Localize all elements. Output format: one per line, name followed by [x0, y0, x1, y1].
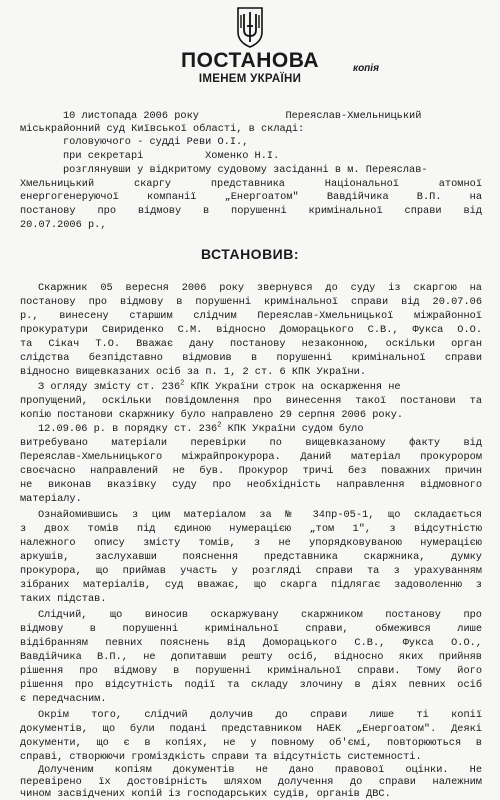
- copy-mark: копія: [353, 63, 379, 74]
- body-line: прокурора, що приймав участь у розгляді справи та з урахуванням: [20, 565, 482, 577]
- body-line: є передчасним.: [20, 693, 107, 705]
- body-line: Вавдійчика В.П., не допитавши решту осіб, відносно яких прийняв: [20, 651, 482, 663]
- body-line: р., винесену старшим слідчим Переяслав-Хмельницької міжрайонної: [20, 310, 482, 322]
- body-line: Скаржник 05 вересня 2006 року звернувся до суду із скаргою на: [38, 282, 482, 294]
- intro-line: головуючого - судді Реви О.І.,: [63, 136, 249, 148]
- body-line: таких підстав.: [20, 593, 107, 605]
- article-superscript: 2: [180, 379, 185, 388]
- body-line: аркушів, заслухавши пояснення представника скаржника, думку: [20, 551, 482, 563]
- body-line: справі, створюючи громіздкість справи та відсутність системності.: [20, 751, 422, 763]
- section-heading: ВСТАНОВИВ:: [200, 246, 300, 262]
- body-line: прокуратури Свириденко С.М. відносно Доморацького С.В., Фукса О.О.: [20, 324, 482, 336]
- trident-emblem-icon: [236, 6, 264, 48]
- body-line: постанову про відмову в порушенні кримінальної справи від 20.07.06: [20, 296, 482, 308]
- body-line: Окрім того, слідчий долучив до справи лише ті копії: [38, 709, 482, 721]
- body-line: матеріалу.: [20, 493, 82, 505]
- body-line: Долученим копіям документів не дано правової оцінки. Не: [38, 764, 482, 776]
- body-line: відібранням певних пояснень від Доморацького С.В., Фукса О.О.,: [20, 637, 482, 649]
- intro-line: енергогенеруючої компанії „Енергоатом" Вавдійчика В.П. на: [20, 191, 482, 203]
- body-line: з двох томів під єдиною нумерацією „том 1", з відсутністю: [20, 523, 482, 535]
- body-line: документів, що були подані представником НАЕК „Енергоатом". Деякі: [20, 723, 482, 735]
- body-line: Переяслав-Хмельницького міжрайпрокурора. Даний матеріал прокурором: [20, 451, 482, 463]
- body-line: та Сікач Т.О. Вважає дану постанову незаконною, оскільки орган: [20, 338, 482, 350]
- body-line: [38, 423, 364, 435]
- body-line: документи, що є в копіях, не у повному об'ємі, повторюються в: [20, 737, 482, 749]
- body-line: витребувано матеріали перевірки по вищевказаному факту від: [20, 437, 482, 449]
- intro-line: розглянувши у відкритому судовому засіданні в м. Переяслав-: [63, 164, 428, 176]
- intro-line: 10 листопада 2006 року Переяслав-Хмельницький: [63, 110, 422, 122]
- body-line: пропущений, оскільки повідомлення про винесення такої постанови та: [20, 395, 482, 407]
- body-line: відносно вищевказаних осіб за п. 1, 2 ст. 6 КПК України.: [20, 366, 367, 378]
- body-line: чином засвідчених копій із господарських судів, органів ДВС.: [20, 788, 391, 800]
- intro-line: постанову про відмову в порушенні кримінальної справи від: [20, 205, 482, 217]
- body-line: слідства безпідставно відмовив в порушенні кримінальної справи: [20, 352, 482, 364]
- body-line: Слідчий, що виносив оскаржувану скаржником постанову про: [38, 609, 482, 621]
- document-subtitle: ІМЕНЕМ УКРАЇНИ: [198, 73, 302, 85]
- intro-line: при секретарі Хоменко Н.І.: [63, 150, 280, 162]
- intro-line: міськрайонний суд Київської області, в складі:: [20, 123, 305, 135]
- document-title: ПОСТАНОВА: [180, 49, 320, 72]
- body-line: Ознайомившись з цим матеріалом за № 34пр-05-1, що складається: [38, 509, 482, 521]
- article-superscript: 2: [217, 421, 222, 430]
- body-line: [38, 381, 401, 393]
- body-line: не виконав вказівку суду про необхідність направлення відмовного: [20, 479, 482, 491]
- body-line: перевірено їх достовірність шляхом долучення до справи належним: [20, 776, 482, 788]
- body-line: зібраних матеріалів, суд вважає, що скарга підлягає задоволенню з: [20, 579, 482, 591]
- body-line-tail: КПК України судом було: [221, 423, 364, 435]
- body-line-text: 12.09.06 р. в порядку ст. 236: [38, 423, 218, 435]
- body-line: копію постанови скаржнику було направлено 29 серпня 2006 року.: [20, 409, 404, 421]
- intro-line: Хмельницький скаргу представника Національної атомної: [20, 178, 482, 190]
- body-line: своєчасно направлений не був. Прокурор тричі без поважних причин: [20, 465, 482, 477]
- body-line: рішення про відсутність події та складу злочину в діях певних осіб: [20, 679, 482, 691]
- body-line: рішення про відмову в порушенні кримінальної справи. Тому його: [20, 665, 482, 677]
- intro-line: 20.07.2006 р.,: [20, 219, 107, 231]
- body-line-text: З огляду змісту ст. 236: [38, 381, 181, 393]
- body-line: відмову в порушенні кримінальної справи, обмежився лише: [20, 623, 482, 635]
- body-line-tail: КПК України строк на оскарження не: [184, 381, 401, 393]
- body-line: належного опису змісту томів, з не упорядковуваною нумерацією: [20, 537, 482, 549]
